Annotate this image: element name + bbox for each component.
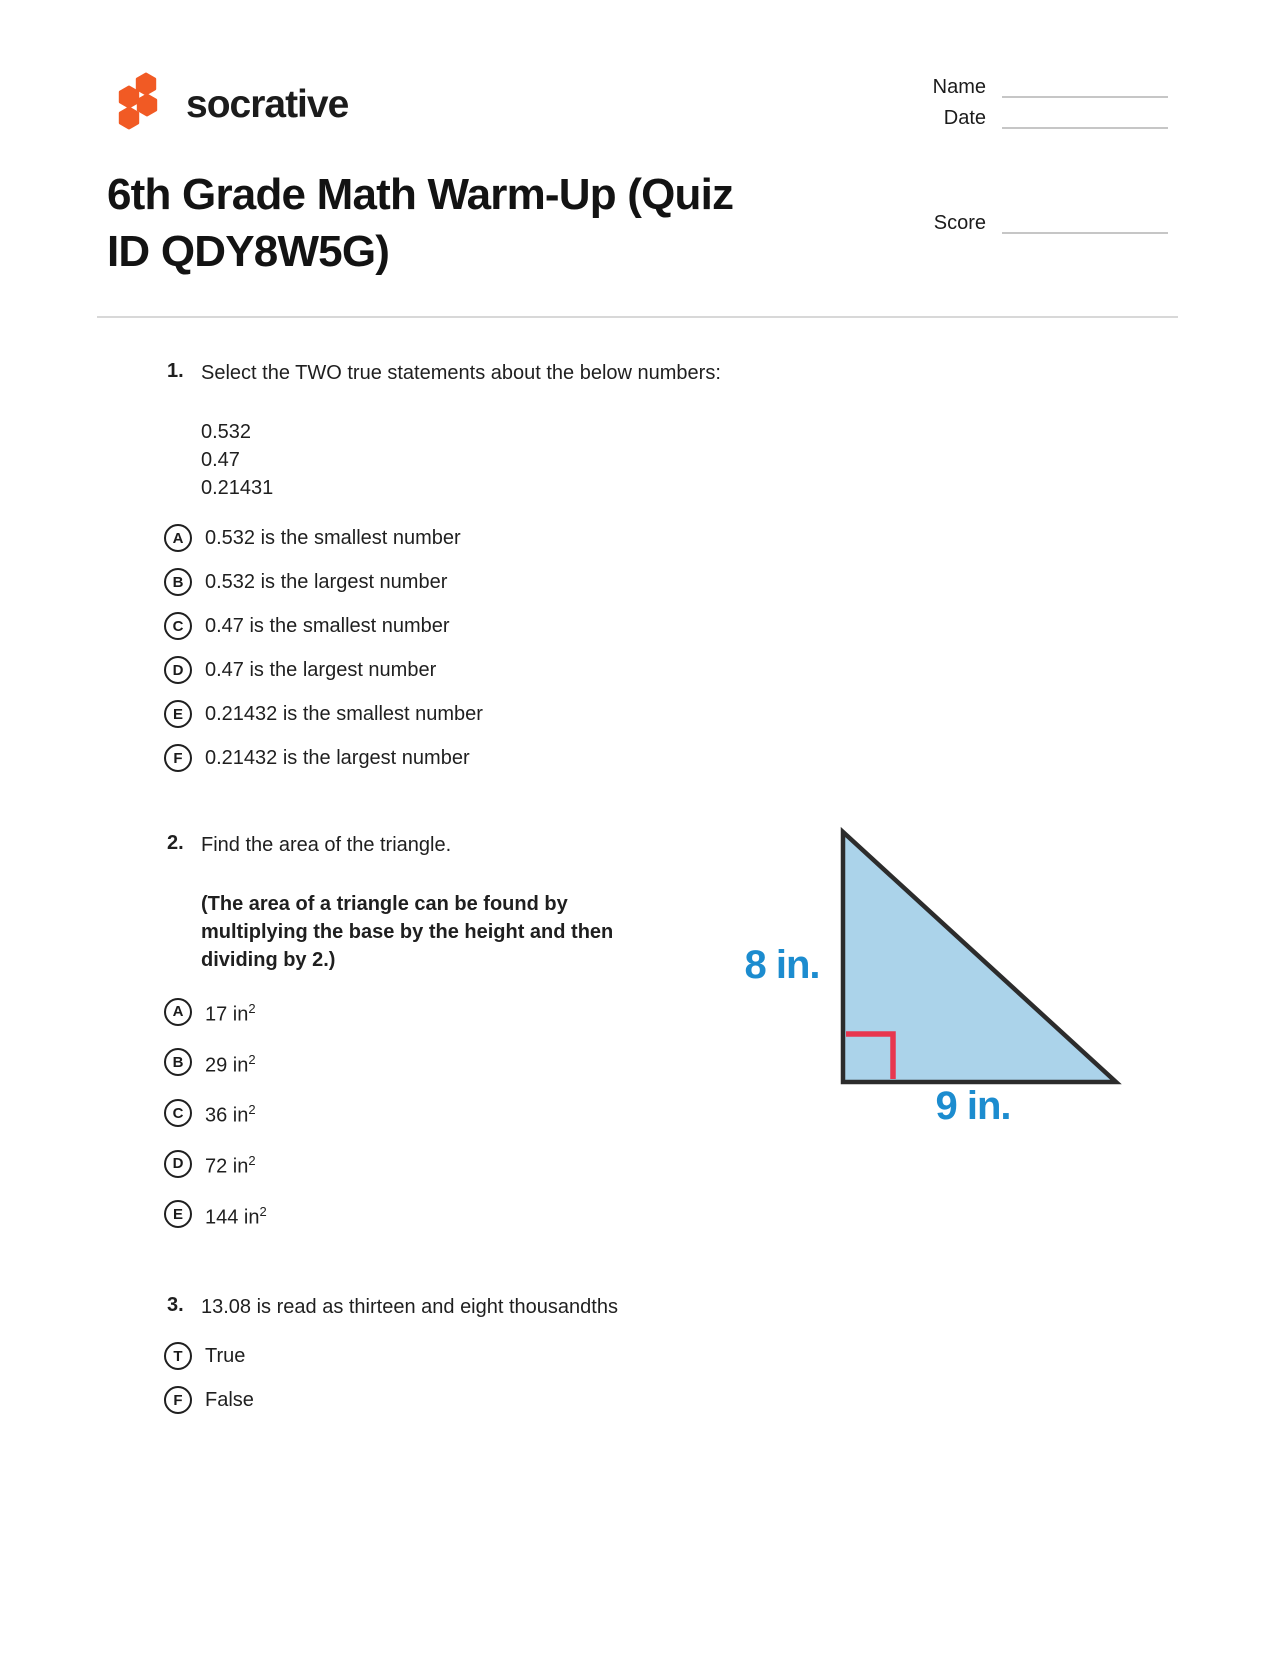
date-field-row <box>933 107 1168 129</box>
page-title-line-2: ID QDY8W5G) <box>107 227 390 276</box>
answer-option-label: 144 $in^2$ <box>205 1203 267 1229</box>
question-1 <box>107 360 1168 772</box>
answer-option-label: 17 $in^2$ <box>205 1001 256 1026</box>
question-3-text: 13.08 is read as thirteen and eight thousandths <box>201 1296 618 1319</box>
answer-option-d <box>164 656 1168 684</box>
answer-bubble-f[interactable]: F <box>164 1386 192 1414</box>
question-2-text: Find the area of the triangle. <box>201 834 452 856</box>
answer-option-e <box>164 700 1168 728</box>
question-1-prompt <box>107 360 1168 386</box>
triangle-height-label: 8 in. <box>744 943 820 987</box>
answer-bubble-f[interactable]: F <box>164 744 192 772</box>
socrative-hexagons-icon <box>107 70 173 136</box>
name-label: Name <box>932 76 986 98</box>
answer-bubble-b[interactable]: B <box>164 568 192 596</box>
header-divider <box>97 316 1178 318</box>
answer-bubble-a[interactable]: A <box>164 524 192 552</box>
date-label: Date <box>943 107 986 129</box>
triangle-shape <box>843 832 1116 1082</box>
answer-option-false <box>164 1386 1168 1414</box>
triangle-base-label: 9 in. <box>935 1084 1011 1128</box>
name-date-block <box>933 76 1168 138</box>
question-2 <box>107 832 1168 1230</box>
answer-option-b <box>164 568 1168 596</box>
answer-option-label: 29 $in^2$ <box>205 1051 256 1077</box>
socrative-logo <box>107 70 348 136</box>
logo-wordmark: socrative <box>186 83 349 126</box>
question-3-options <box>107 1342 1168 1414</box>
question-1-number-list <box>201 418 1168 502</box>
answer-option-d <box>164 1148 1168 1180</box>
question-1-options <box>107 524 1168 772</box>
title-row <box>107 166 1168 280</box>
answer-bubble-e[interactable]: E <box>164 1200 192 1228</box>
answer-option-label: 36 $in^2$ <box>205 1102 256 1127</box>
question-3 <box>107 1294 1168 1414</box>
name-input-line[interactable] <box>1002 78 1168 98</box>
question-3-prompt <box>107 1294 1168 1320</box>
answer-option-c <box>164 612 1168 640</box>
answer-option-label: 0.532 is the largest number <box>205 571 448 593</box>
answer-bubble-d[interactable]: D <box>164 1150 192 1178</box>
answer-bubble-c[interactable]: C <box>164 1099 192 1127</box>
number-list-item: 0.532 <box>201 421 252 443</box>
question-2-number: 2. <box>167 832 184 854</box>
answer-option-f <box>164 744 1168 772</box>
answer-option-label: True <box>205 1345 246 1368</box>
answer-option-true <box>164 1342 1168 1370</box>
answer-option-label: 0.47 is the largest number <box>205 659 437 681</box>
answer-option-label: 0.21432 is the largest number <box>205 747 470 769</box>
page-title-line-1: 6th Grade Math Warm-Up (Quiz <box>107 170 734 219</box>
question-1-number: 1. <box>167 360 184 382</box>
question-1-text: Select the TWO true statements about the below numbers: <box>201 362 721 384</box>
hint-line: dividing by 2.) <box>201 949 336 971</box>
answer-bubble-e[interactable]: E <box>164 700 192 728</box>
question-2-hint <box>201 890 661 974</box>
score-block <box>934 212 1168 243</box>
triangle-figure <box>685 816 1130 1128</box>
score-input-line[interactable] <box>1002 214 1168 234</box>
answer-bubble-t[interactable]: T <box>164 1342 192 1370</box>
answer-bubble-a[interactable]: A <box>164 998 192 1026</box>
score-field-row <box>934 212 1168 234</box>
name-field-row <box>933 76 1168 98</box>
hint-line: multiplying the base by the height and then <box>201 921 614 943</box>
answer-bubble-b[interactable]: B <box>164 1048 192 1076</box>
number-list-item: 0.47 <box>201 449 240 471</box>
score-label: Score <box>933 212 986 234</box>
answer-bubble-c[interactable]: C <box>164 612 192 640</box>
answer-option-label: False <box>205 1389 254 1412</box>
answer-option-label: 0.21432 is the smallest number <box>205 703 483 725</box>
page-title <box>107 166 733 280</box>
answer-option-a <box>164 524 1168 552</box>
page-header <box>107 70 1168 138</box>
answer-option-label: 72 $in^2$ <box>205 1152 256 1178</box>
answer-option-e <box>164 1199 1168 1231</box>
number-list-item: 0.21431 <box>201 477 274 499</box>
answer-option-label: 0.532 is the smallest number <box>205 527 461 549</box>
answer-bubble-d[interactable]: D <box>164 656 192 684</box>
date-input-line[interactable] <box>1002 109 1168 129</box>
hint-line: (The area of a triangle can be found by <box>201 893 568 915</box>
question-3-number: 3. <box>167 1294 184 1317</box>
answer-option-label: 0.47 is the smallest number <box>205 615 450 637</box>
